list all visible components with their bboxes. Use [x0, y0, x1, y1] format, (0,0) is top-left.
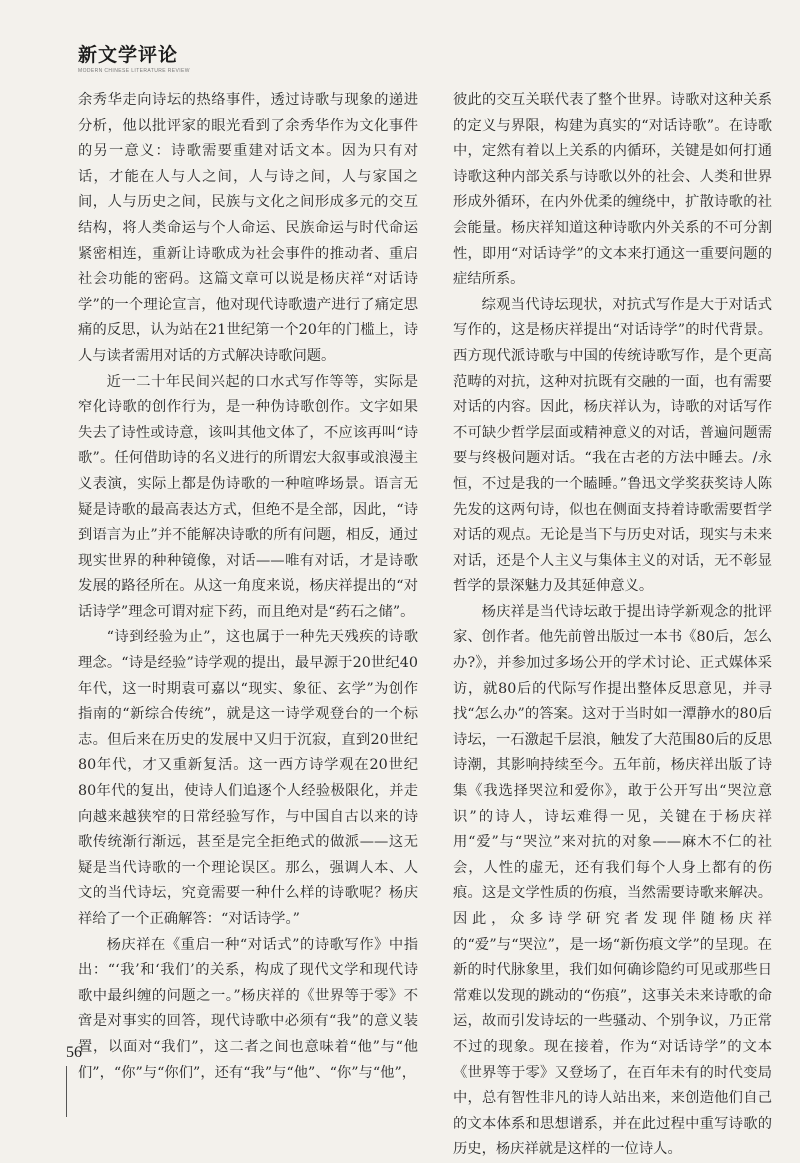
paragraph: 近一二十年民间兴起的口水式写作等等，实际是窄化诗歌的创作行为，是一种伪诗歌创作。文字如果失去了诗性或诗意，该叫其他文体了，不应该再叫“诗歌”。任何借助诗的名义进行的所谓宏大叙事或浪漫主义表演，实际上都是伪诗歌的一种喧哗场景。语言无疑是诗歌的最高表达方式，但绝不是全部，因此，“诗到语言为止”并不能解决诗歌的所有问题，相反，通过现实世界的种种镜像，对话——唯有对话，才是诗歌发展的路径所在。从这一角度来说，杨庆祥提出的“对话诗学”理念可谓对症下药，而且绝对是“药石之储”。: [78, 373, 418, 620]
left-column: [78, 88, 418, 1086]
page-number: 56: [66, 1044, 82, 1061]
paragraph: 杨庆祥在《重启一种“对话式”的诗歌写作》中指出：“‘我’和‘我们’的关系，构成了现代文学和现代诗歌中最纠缠的问题之一。”杨庆祥的《世界等于零》不啻是对事实的回答，现代诗歌中必须有“我”的意义装置，以面对“我们”，这二者之间也意味着“他”与“他们”，“你”与“你们”，还有“我”与“他”、“你”与“他”，: [78, 936, 418, 1081]
paragraph: 彼此的交互关联代表了整个世界。诗歌对这种关系的定义与界限，构建为真实的“对话诗歌”。在诗歌中，定然有着以上关系的内循环，关键是如何打通诗歌这种内部关系与诗歌以外的社会、人类和世界形成外循环，在内外优柔的缠绕中，扩散诗歌的社会能量。杨庆祥知道这种诗歌内外关系的不可分割性，即用“对话诗学”的文本来打通这一重要问题的症结所系。: [453, 92, 772, 288]
paragraph: 余秀华走向诗坛的热络事件，透过诗歌与现象的递进分析，他以批评家的眼光看到了余秀华作为文化事件的另一意义：诗歌需要重建对话文本。因为只有对话，才能在人与人之间，人与诗之间，人与家国之间，人与历史之间，民族与文化之间形成多元的交互结构，将人类命运与个人命运、民族命运与时代命运紧密相连，重新让诗歌成为社会事件的推动者、重启社会功能的密码。这篇文章可以说是杨庆祥“对话诗学”的一个理论宣言，他对现代诗歌遗产进行了痛定思痛的反思，认为站在21世纪第一个20年的门槛上，诗人与读者需用对话的方式解决诗歌问题。: [78, 92, 418, 364]
paragraph: “诗到经验为止”，这也属于一种先天残疾的诗歌理念。“诗是经验”诗学观的提出，最早源于20世纪40年代，这一时期袁可嘉以“现实、象征、玄学”为创作指南的“新综合传统”，就是这一诗学观登台的一个标志。但后来在历史的发展中又归于沉寂，直到20世纪80年代，才又重新复活。这一西方诗学观在20世纪80年代的复出，使诗人们追逐个人经验极限化，并走向越来越狭窄的日常经验写作，与中国自古以来的诗歌传统渐行渐远，甚至是完全拒绝式的做派——这无疑是当代诗歌的一个理论误区。那么，强调人本、人文的当代诗坛，究竟需要一种什么样的诗歌呢？杨庆祥给了一个正确解答：“对话诗学。”: [78, 629, 418, 927]
journal-masthead: [78, 40, 278, 80]
paragraph: 综观当代诗坛现状，对抗式写作是大于对话式写作的，这是杨庆祥提出“对话诗学”的时代背景。西方现代派诗歌与中国的传统诗歌写作，是个更高范畴的对抗，这种对抗既有交融的一面，也有需要对话的内容。因此，杨庆祥认为，诗歌的对话写作不可缺少哲学层面或精神意义的对话，普遍问题需要与终极问题对话。“我在古老的方法中睡去。/永恒，不过是我的一个瞌睡。”鲁迅文学奖获奖诗人陈先发的这两句诗，似也在侧面支持着诗歌需要哲学对话的观点。无论是当下与历史对话，现实与未来对话，还是个人主义与集体主义的对话，无不彰显哲学的景深魅力及其延伸意义。: [453, 296, 772, 595]
margin-rule: [66, 1066, 67, 1117]
journal-subtitle: MODERN CHINESE LITERATURE REVIEW: [78, 68, 190, 74]
right-column: [453, 88, 772, 1163]
journal-logo: 新文学评论: [78, 44, 179, 66]
paragraph: 杨庆祥是当代诗坛敢于提出诗学新观念的批评家、创作者。他先前曾出版过一本书《80后，怎么办?》，并参加过多场公开的学术讨论、正式媒体采访，就80后的代际写作提出整体反思意见，并寻找“怎么办”的答案。这对于当时如一潭静水的80后诗坛，一石激起千层浪，触发了大范围80后的反思诗潮，其影响持续至今。五年前，杨庆祥出版了诗集《我选择哭泣和爱你》，敢于公开写出“哭泣意识”的诗人，诗坛难得一见，关键在于杨庆祥用“爱”与“哭泣”来对抗的对象——麻木不仁的社会，人性的虚无，还有我们每个人身上都有的伤痕。这是文学性质的伤痕，当然需要诗歌来解决。因此，众多诗学研究者发现伴随杨庆祥的“爱”与“哭泣”，是一场“新伤痕文学”的呈现。在新的时代脉象里，我们如何确诊隐约可见或那些日常难以发现的跳动的“伤痕”，这事关未来诗歌的命运，故而引发诗坛的一些骚动、个别争议，乃正常不过的现象。现在接着，作为“对话诗学”的文本《世界等于零》又登场了，在百年未有的时代变局中，总有智性非凡的诗人站出来，来创造他们自己的文本体系和思想谱系，并在此过程中重写诗歌的历史，杨庆祥就是这样的一位诗人。: [453, 603, 772, 1158]
